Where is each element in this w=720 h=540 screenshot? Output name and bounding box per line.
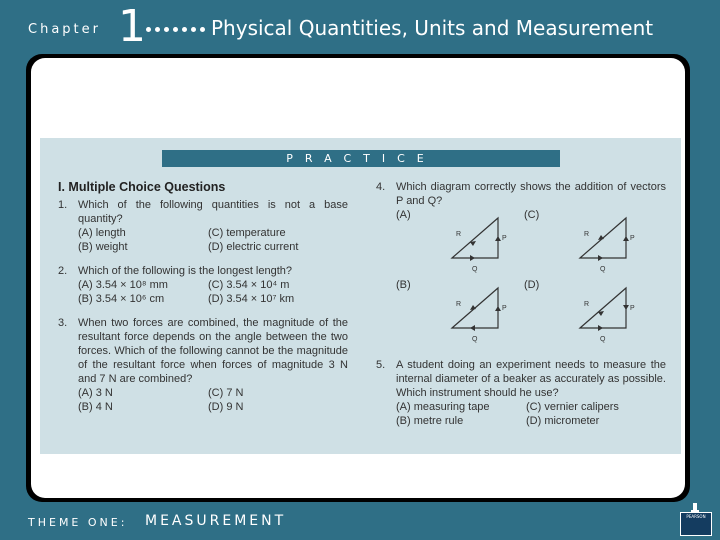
question-2 xyxy=(58,264,348,306)
question-options xyxy=(78,278,348,306)
label-q: Q xyxy=(472,336,478,343)
question-text: Which diagram correctly shows the addition of vectors P and Q? xyxy=(396,181,666,207)
left-column xyxy=(58,180,348,424)
label-q: Q xyxy=(600,266,606,273)
question-options xyxy=(78,386,348,414)
publisher-logo xyxy=(680,512,712,536)
label-r: R xyxy=(584,231,590,238)
practice-banner: PRACTICE xyxy=(162,150,560,167)
vector-triangle-diagram xyxy=(444,214,514,274)
theme-label: THEME ONE: xyxy=(28,516,128,529)
section-heading: I. Multiple Choice Questions xyxy=(58,180,226,194)
label-q: Q xyxy=(600,336,606,343)
question-4 xyxy=(376,180,666,348)
question-number: 5. xyxy=(376,359,386,371)
chapter-title: Physical Quantities, Units and Measurement xyxy=(211,16,654,40)
question-number: 2. xyxy=(58,265,68,277)
question-number: 3. xyxy=(58,317,68,329)
question-options xyxy=(78,226,348,254)
chapter-label: Chapter xyxy=(28,22,101,37)
question-text: Which of the following quantities is not a base quantity? xyxy=(78,199,348,225)
option-c: (C) vernier calipers xyxy=(526,401,619,413)
vector-triangle-diagram xyxy=(572,214,642,274)
question-text: Which of the following is the longest length? xyxy=(78,265,293,277)
option-b: (B) 3.54 × 10⁶ cm xyxy=(78,293,165,305)
title-dots xyxy=(146,27,205,32)
diagram-d xyxy=(524,278,652,348)
option-d: (D) 3.54 × 10⁷ km xyxy=(208,293,295,305)
option-a: (A) measuring tape xyxy=(396,401,490,413)
diagram-a xyxy=(396,208,524,278)
option-d: (D) electric current xyxy=(208,241,299,253)
question-1 xyxy=(58,198,348,254)
diagram-label: (C) xyxy=(524,209,540,221)
label-r: R xyxy=(456,301,462,308)
option-a: (A) 3.54 × 10⁸ mm xyxy=(78,279,168,291)
right-column xyxy=(376,180,666,438)
option-b: (B) 4 N xyxy=(78,401,113,413)
option-d: (D) micrometer xyxy=(526,415,600,427)
vector-diagrams xyxy=(396,208,666,348)
logo-text: PEARSON xyxy=(686,514,706,519)
option-b: (B) weight xyxy=(78,241,128,253)
diagram-label: (D) xyxy=(524,279,540,291)
option-d: (D) 9 N xyxy=(208,401,244,413)
option-a: (A) 3 N xyxy=(78,387,113,399)
label-p: P xyxy=(630,235,635,242)
vector-triangle-diagram xyxy=(444,284,514,344)
diagram-label: (A) xyxy=(396,209,411,221)
chapter-number: 1 xyxy=(118,1,146,52)
label-r: R xyxy=(456,231,462,238)
option-b: (B) metre rule xyxy=(396,415,464,427)
label-p: P xyxy=(502,235,507,242)
label-r: R xyxy=(584,301,590,308)
option-c: (C) 3.54 × 10⁴ m xyxy=(208,279,290,291)
label-q: Q xyxy=(472,266,478,273)
vector-triangle-diagram xyxy=(572,284,642,344)
diagram-label: (B) xyxy=(396,279,411,291)
question-text: A student doing an experiment needs to measure the internal diameter of a beaker as accurately as possible. Which instrument should he use? xyxy=(396,359,666,399)
question-options xyxy=(396,400,666,428)
label-p: P xyxy=(502,305,507,312)
question-text: When two forces are combined, the magnitude of the resultant force depends on the angle between the two forces. Which of the following cannot be the magnitude of the resultant force when forces of magnitude 3 N and 7 N are combined? xyxy=(78,317,348,385)
question-5 xyxy=(376,358,666,428)
diagram-c xyxy=(524,208,652,278)
label-p: P xyxy=(630,305,635,312)
diagram-b xyxy=(396,278,524,348)
option-c: (C) temperature xyxy=(208,227,286,239)
option-a: (A) length xyxy=(78,227,126,239)
theme-name: MEASUREMENT xyxy=(145,513,287,529)
question-3 xyxy=(58,316,348,414)
option-c: (C) 7 N xyxy=(208,387,244,399)
question-number: 4. xyxy=(376,181,386,193)
question-number: 1. xyxy=(58,199,68,211)
